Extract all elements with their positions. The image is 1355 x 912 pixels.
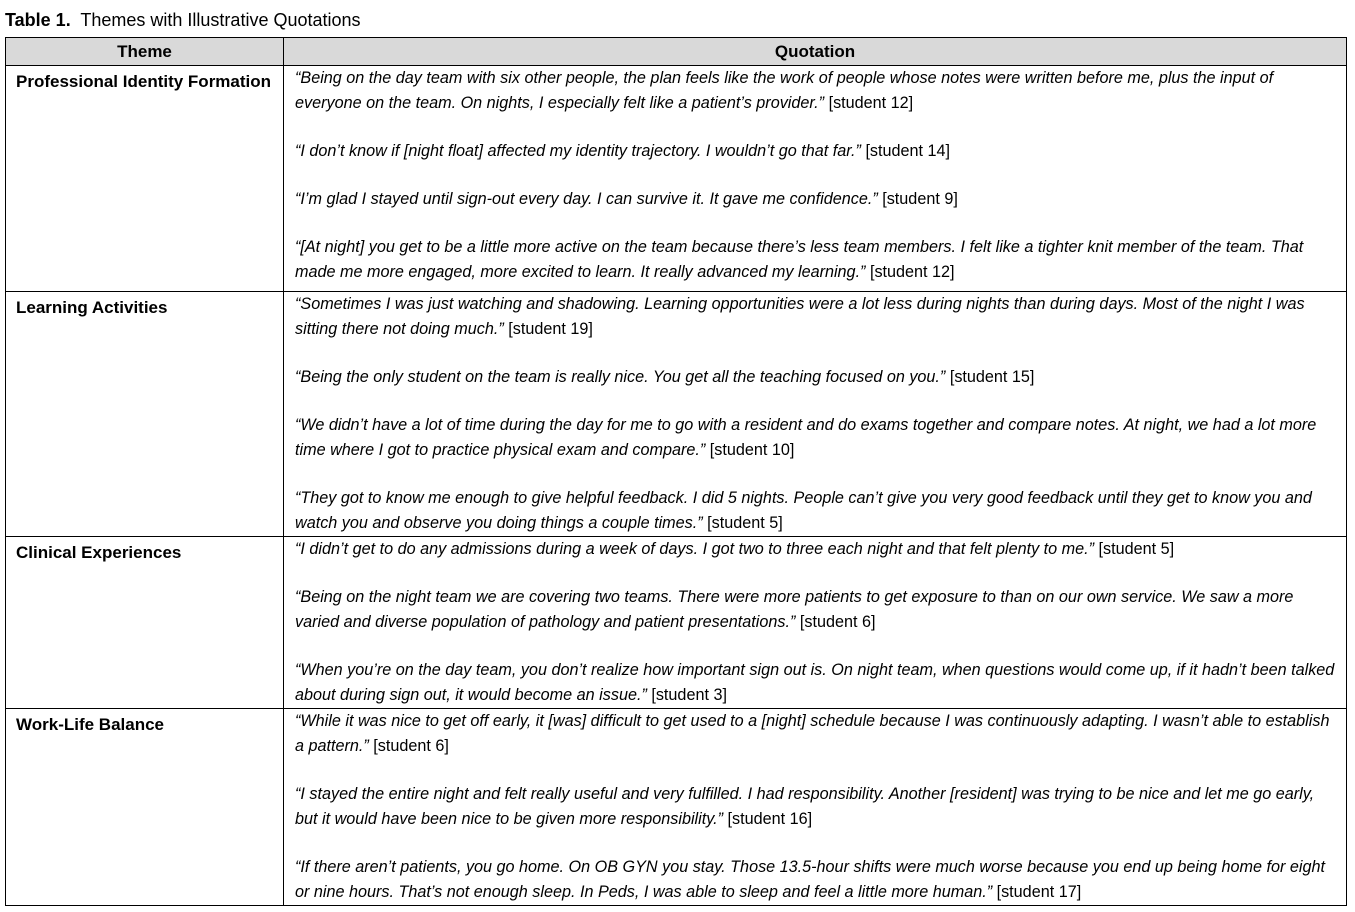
- quote-text: “[At night] you get to be a little more active on the team because there’s less team members. I felt like a tighter knit member of the team. That made me more engaged, more excited to learn. It really advanced my learning.”: [295, 238, 1304, 281]
- quote: [295, 585, 1338, 635]
- theme-cell: Professional Identity Formation: [6, 66, 284, 292]
- quote-source: [student 17]: [996, 883, 1082, 901]
- quote: [295, 365, 1338, 390]
- quote: [295, 658, 1338, 708]
- quote: [295, 413, 1338, 463]
- quote-text: “I’m glad I stayed until sign-out every day. I can survive it. It gave me confidence.”: [295, 190, 878, 208]
- theme-cell: Clinical Experiences: [6, 537, 284, 709]
- quotation-cell: [284, 537, 1347, 709]
- quote-source: [student 3]: [651, 686, 727, 704]
- quote-text: “They got to know me enough to give helpful feedback. I did 5 nights. People can’t give you very good feedback until they get to know you and watch you and observe you doing things a couple times.”: [295, 489, 1312, 532]
- quote-source: [student 12]: [869, 263, 955, 281]
- table-row: [6, 66, 1347, 292]
- quote: [295, 486, 1338, 536]
- quote-source: [student 15]: [949, 368, 1035, 386]
- quotation-cell: [284, 292, 1347, 537]
- quote: [295, 855, 1338, 905]
- header-theme: Theme: [6, 38, 284, 66]
- quote-text: “If there aren’t patients, you go home. On OB GYN you stay. Those 13.5-hour shifts were much worse because you end up being home for eight or nine hours. That’s not enough sleep. In Peds, I was able to sleep and feel a little more human.”: [295, 858, 1325, 901]
- quotation-cell: [284, 709, 1347, 906]
- quote-text: “We didn’t have a lot of time during the day for me to go with a resident and do exams together and compare notes. At night, we had a lot more time where I got to practice physical exam and compare.”: [295, 416, 1317, 459]
- quote-source: [student 10]: [709, 441, 795, 459]
- quote-source: [student 12]: [828, 94, 914, 112]
- quote-text: “When you’re on the day team, you don’t realize how important sign out is. On night team, when questions would come up, if it hadn’t been talked about during sign out, it would become an issue.”: [295, 661, 1335, 704]
- quote-text: “Being on the night team we are covering two teams. There were more patients to get exposure to than on our own service. We saw a more varied and diverse population of pathology and patient presentations.”: [295, 588, 1294, 631]
- theme-cell: Work-Life Balance: [6, 709, 284, 906]
- quote-text: “Sometimes I was just watching and shadowing. Learning opportunities were a lot less during nights than during days. Most of the night I was sitting there not doing much.”: [295, 295, 1305, 338]
- quote-source: [student 5]: [707, 514, 783, 532]
- quote-source: [student 6]: [373, 737, 449, 755]
- quote-source: [student 5]: [1098, 540, 1175, 558]
- theme-cell: Learning Activities: [6, 292, 284, 537]
- table-title: Themes with Illustrative Quotations: [80, 10, 361, 30]
- header-row: [6, 38, 1347, 66]
- quote-text: “I didn’t get to do any admissions during a week of days. I got two to three each night and that felt plenty to me.”: [295, 540, 1095, 558]
- quote: [295, 235, 1338, 285]
- quote: [295, 782, 1338, 832]
- quote-source: [student 19]: [508, 320, 593, 338]
- quote-source: [student 6]: [799, 613, 876, 631]
- quote-source: [student 9]: [882, 190, 958, 208]
- quote-text: “While it was nice to get off early, it [was] difficult to get used to a [night] schedule because I was continuously adapting. I wasn’t able to establish a pattern.”: [295, 712, 1330, 755]
- table-row: [6, 292, 1347, 537]
- header-quotation: Quotation: [284, 38, 1347, 66]
- table-caption: [5, 8, 361, 32]
- quotation-cell: [284, 66, 1347, 292]
- quote-text: “Being the only student on the team is really nice. You get all the teaching focused on you.”: [295, 368, 946, 386]
- quote-text: “I don’t know if [night float] affected my identity trajectory. I wouldn’t go that far.”: [295, 142, 861, 160]
- quote-source: [student 14]: [865, 142, 951, 160]
- quote: [295, 292, 1338, 342]
- quote: [295, 139, 1338, 164]
- table-row: [6, 709, 1347, 906]
- quote: [295, 187, 1338, 212]
- quote-source: [student 16]: [727, 810, 813, 828]
- quote-text: “Being on the day team with six other people, the plan feels like the work of people whose notes were written before me, plus the input of everyone on the team. On nights, I especially felt like a patient’s provider.”: [295, 69, 1274, 112]
- table-row: [6, 537, 1347, 709]
- table-number: Table 1.: [5, 10, 71, 30]
- quote-text: “I stayed the entire night and felt really useful and very fulfilled. I had responsibility. Another [resident] was trying to be nice and let me go early, but it would have been nice to be given more responsibility.”: [295, 785, 1315, 828]
- themes-table: [5, 37, 1347, 906]
- quote: [295, 66, 1338, 116]
- quote: [295, 537, 1338, 562]
- quote: [295, 709, 1338, 759]
